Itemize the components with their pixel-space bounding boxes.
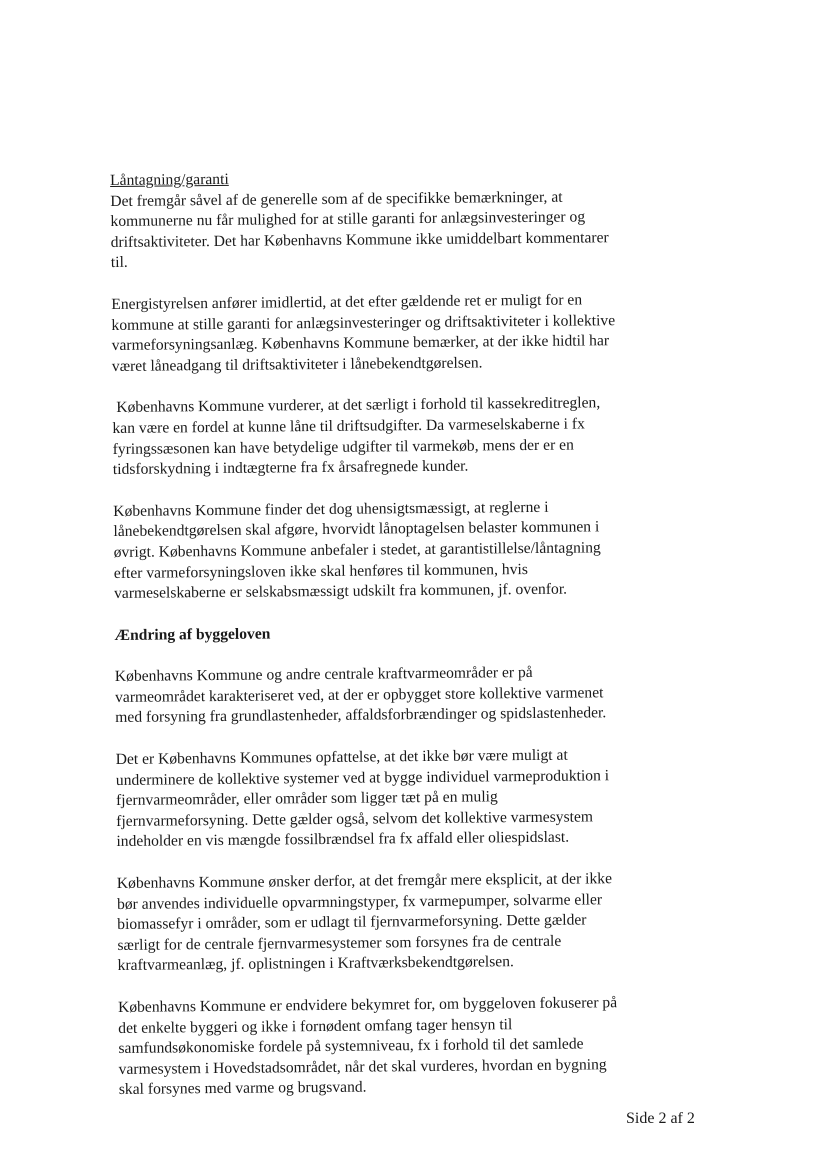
paragraph: Københavns Kommune vurderer, at det særligt i forhold til kassekreditreglen, kan være en fordel at kunne låne til driftsudgifter. Da varmeselskaberne i fx fyringssæsonen kan have betydelige udgifter til varmekøb, mens der er en tidsforskydning i indtægterne fra fx årsafregnede kunder. [112,394,601,479]
paragraph: Københavns Kommune finder det dog uhensigtsmæssigt, at reglerne i lånebekendtgørelsen skal afgøre, hvorvidt lånoptagelsen belaster kommunen i øvrigt. Københavns Kommune anbefaler i stedet, at garantistillelse/låntagning efter varmeforsyningsloven ikke skal henføres til kommunen, hvis varmeselskaberne er selskabsmæssigt udskilt fra kommunen, jf. ovenfor. [113,498,601,603]
paragraph: Det er Københavns Kommunes opfattelse, at det ikke bør være muligt at underminere de kollektive systemer ved at bygge individuel varmeproduktion i fjernvarmeområder, eller områder som ligger tæt på en mulig fjernvarmeforsyning. Dette gælder også, selvom det kollektive varmesystem indeholder en vis mængde fossilbrændsel fra fx affald eller oliespidslast. [115,746,610,851]
page-number: Side 2 af 2 [626,1110,695,1127]
document-body [110,166,629,1122]
paragraph: Det fremgår såvel af de generelle som af de specifikke bemærkninger, at kommunerne nu får mulighed for at stille garanti for anlægsinvesteringer og driftsaktiviteter. Det har Københavns Kommune ikke umiddelbart kommentarer til. [110,188,609,272]
paragraph: Københavns Kommune ønsker derfor, at det fremgår mere eksplicit, at der ikke bør anvendes individuelle opvarmningstyper, fx varmepumper, solvarme eller biomassefyr i områder, som er udlagt til fjernvarmeforsyning. Dette gælder særligt for de centrale fjernvarmesystemer som forsynes fra de centrale kraftvarmeanlæg, jf. oplistningen i Kraftværksbekendtgørelsen. [116,870,613,975]
paragraph: Københavns Kommune og andre centrale kraftvarmeområder er på varmeområdet karakteriseret ved, at der er opbygget store kollektive varmenet med forsyning fra grundlastenheder, affaldsforbrændinger og spidslastenheder. [114,664,607,727]
section-heading-byggeloven: Ændring af byggeloven [114,625,271,644]
paragraph: Københavns Kommune er endvidere bekymret for, om byggeloven fokuserer på det enkelte byggeri og ikke i fornødent omfang tager hensyn til samfundsøkonomiske fordele på systemniveau, fx i forhold til det samlede varmesystem i Hovedstadsområdet, når det skal vurderes, hvordan en bygning skal forsynes med varme og brugsvand. [117,994,618,1099]
paragraph: Energistyrelsen anfører imidlertid, at det efter gældende ret er muligt for en kommune at stille garanti for anlægsinvesteringer og driftsaktiviteter i kollektive varmeforsyningsanlæg. Københavns Kommune bemærker, at der ikke hidtil har været låneadgang til driftsaktiviteter i lånebekendtgørelsen. [111,291,616,375]
section-heading-laantagning: Låntagning/garanti [110,170,229,189]
